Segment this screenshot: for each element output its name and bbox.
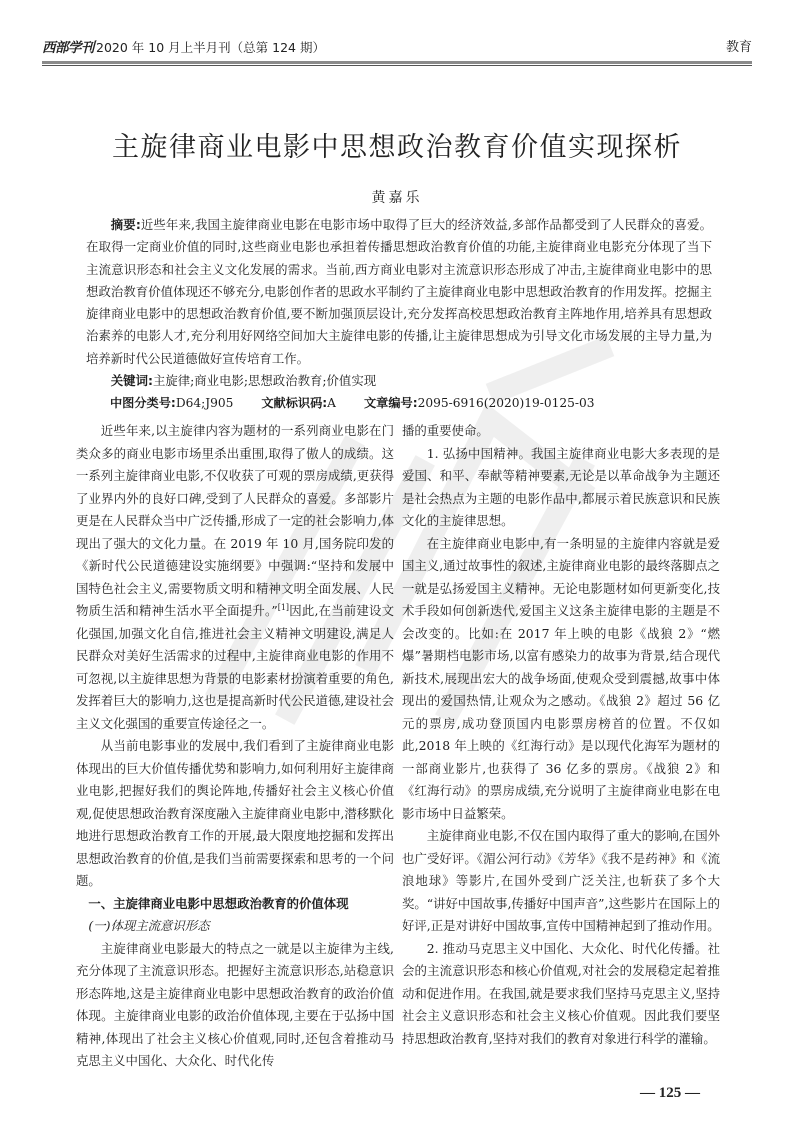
document-code	[261, 392, 336, 414]
paragraph-text: 近些年来,以主旋律内容为题材的一系列商业电影在门类众多的商业电影市场里杀出重围,取得了傲人的成绩。这一系列主旋律商业电影,不仅收获了可观的票房成绩,更获得了业界内外的良好口碑,受到了人民群众的喜爱。多部影片更是在人民群众当中广泛传播,形成了一定的社会影响力,体现出了强大的文化力量。在 2019 年 10 月,国务院印发的《新时代公民道德建设实施纲要》中强调:“坚持和发展中国特色社会主义,需要物质文明和精神文明全面发展、人民物质生活和精神生活水平全面提升。”	[76, 423, 394, 619]
article-author: 黄嘉乐	[371, 190, 423, 206]
article-meta	[110, 392, 712, 414]
abstract	[86, 214, 712, 370]
issue-info: 2020 年 10 月上半月刊（总第 124 期）	[96, 40, 325, 55]
paragraph: 播的重要使命。	[402, 423, 489, 439]
article-no-value: 2095-6916(2020)19-0125-03	[417, 396, 595, 411]
page-number: — 125 —	[640, 1084, 700, 1101]
doc-code-value: A	[327, 396, 336, 411]
doc-code-label: 文献标识码:	[261, 396, 328, 411]
clc-value: D64;J905	[175, 396, 234, 411]
body-column-left	[76, 420, 394, 1073]
paragraph: 在主旋律商业电影中,有一条明显的主旋律内容就是爱国主义,通过故事性的叙述,主旋律商业电影的最终落脚点之一就是弘扬爱国主义精神。无论电影题材如何更新变化,技术手段如何创新迭代,爱国主义这条主旋律电影的主题是不会改变的。比如:在 2017 年上映的电影《战狼 2》“燃爆”暑期档电影市场,以富有感染力的故事为背景,结合现代新技术,展现出宏大的战争场面,使观众受到震撼,故事中体现出的爱国热情,让观众为之感动。《战狼 2》超过 56 亿元的票房,成功登顶国内电影票房榜首的位置。不仅如此,2018 年上映的《红海行动》是以现代化海军为题材的一部商业影片,也获得了 36 亿多的票房。《战狼 2》和《红海行动》的票房成绩,充分说明了主旋律商业电影在电影市场中日益繁荣。	[402, 535, 720, 821]
journal-logo: 西部学刊	[42, 40, 94, 56]
paragraph: 2. 推动马克思主义中国化、大众化、时代化传播。社会的主流意识形态和核心价值观,对社会的发展稳定起着推动和促进作用。在我国,就是要求我们坚持马克思主义,坚持社会主义意识形态和社会主义核心价值观。因此我们要坚持思想政治教育,坚持对我们的教育对象进行科学的灌输。	[402, 940, 720, 1046]
paragraph-text: 因此,在当前建设文化强国,加强文化自信,推进社会主义精神文明建设,满足人民群众对美好生活需求的过程中,主旋律商业电影的作用不可忽视,以主旋律思想为背景的电影素材扮演着重要的角色,发挥着巨大的影响力,这也是提高新时代公民道德,建设社会主义文化强国的重要宣传途径之一。	[76, 603, 394, 731]
clc-label: 中图分类号:	[110, 396, 176, 411]
paragraph: 主旋律商业电影最大的特点之一就是以主旋律为主线,充分体现了主流意识形态。把握好主流意识形态,站稳意识形态阵地,这是主旋律商业电影中思想政治教育的政治价值体现。主旋律商业电影的政治价值体现,主要在于弘扬中国精神,体现出了社会主义核心价值观,同时,还包含着推动马克思主义中国化、大众化、时代化传	[76, 940, 394, 1069]
paragraph: 主旋律商业电影,不仅在国内取得了重大的影响,在国外也广受好评。《湄公河行动》《芳华》《我不是药神》和《流浪地球》等影片,在国外受到广泛关注,也斩获了多个大奖。“讲好中国故事,传播好中国声音”,这些影片在国际上的好评,正是对讲好中国故事,宣传中国精神起到了推动作用。	[402, 828, 720, 934]
abstract-text: 近些年来,我国主旋律商业电影在电影市场中取得了巨大的经济效益,多部作品都受到了人民群众的喜爱。在取得一定商业价值的同时,这些商业电影也承担着传播思想政治教育价值的功能,主旋律商业电影充分体现了当下主流意识形态和社会主义文化发展的需求。当前,西方商业电影对主流意识形态形成了冲击,主旋律商业电影中的思想政治教育价值体现还不够充分,电影创作者的思政水平制约了主旋律商业电影中思想政治教育的作用发挥。挖掘主旋律商业电影中的思想政治教育价值,要不断加强顶层设计,充分发挥高校思想政治教育主阵地作用,培养具有思想政治素养的电影人才,充分利用好网络空间加大主旋律电影的传播,让主旋律思想成为引导文化市场发展的主导力量,为培养新时代公民道德做好宣传培育工作。	[86, 217, 712, 366]
keywords	[86, 370, 712, 392]
front-matter	[86, 214, 712, 414]
body-columns	[76, 420, 720, 1073]
abstract-label: 摘要:	[110, 217, 141, 232]
article-content	[42, 130, 752, 1103]
article-number	[364, 392, 595, 414]
keywords-text: 主旋律;商业电影;思想政治教育;价值实现	[152, 373, 377, 389]
running-header	[42, 28, 752, 68]
paragraph: 从当前电影事业的发展中,我们看到了主旋律商业电影体现出的巨大价值传播优势和影响力,如何利用好主旋律商业电影,把握好我们的舆论阵地,传播好社会主义核心价值观,促使思想政治教育深度融入主旋律商业电影中,潜移默化地进行思想政治教育工作的开展,最大限度地挖掘和发挥出思想政治教育的价值,是我们当前需要探索和思考的一个问题。	[76, 738, 394, 889]
keywords-label: 关键词:	[110, 373, 153, 389]
section-label: 教育	[725, 40, 752, 55]
citation-ref[interactable]: [1]	[277, 602, 290, 612]
paragraph: 1. 弘扬中国精神。我国主旋律商业电影大多表现的是爱国、和平、奉献等精神要素,无论是以革命战争为主题还是社会热点为主题的电影作品中,都展示着民族意识和民族文化的主旋律思想。	[402, 445, 720, 529]
section-heading: 一、主旋律商业电影中思想政治教育的价值体现	[88, 895, 349, 911]
journal-info	[42, 36, 325, 56]
paragraph	[76, 420, 394, 735]
article-title: 主旋律商业电影中思想政治教育价值实现探析	[112, 132, 682, 163]
header-rule-thick	[42, 61, 752, 64]
clc-number	[110, 392, 233, 414]
article-no-label: 文章编号:	[363, 396, 418, 411]
header-rule-thin	[42, 65, 752, 66]
subsection-heading: (一)体现主流意识形态	[88, 918, 210, 934]
body-column-right	[402, 420, 720, 1073]
